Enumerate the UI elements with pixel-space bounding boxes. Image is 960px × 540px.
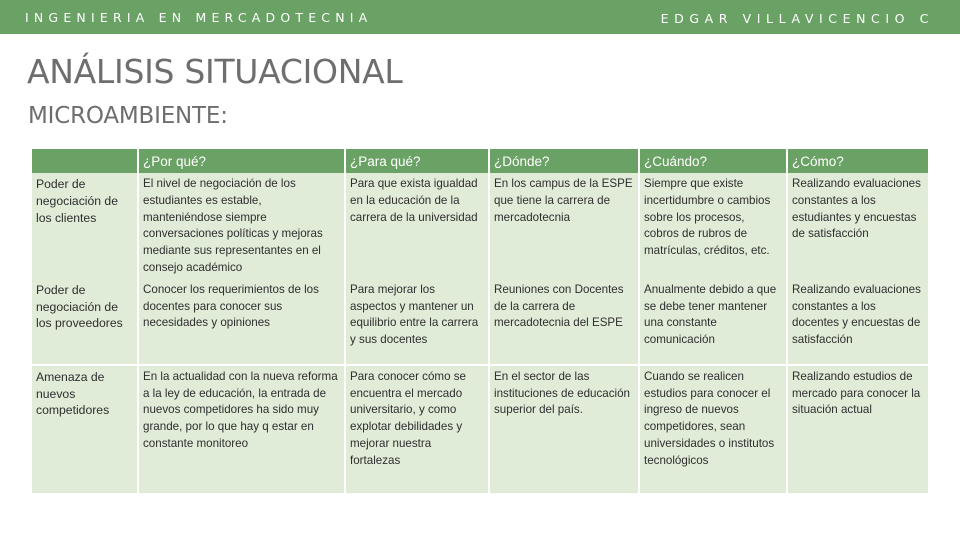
cell-por-que: En la actualidad con la nueva reforma a la ley de educación, la entrada de nuevos competidores ha sido muy grande, por lo que hay q estar en constante monitoreo [138,365,345,493]
header-cell-donde: ¿Dónde? [489,149,639,173]
header-cell-empty [32,149,138,173]
page-title: ANÁLISIS SITUACIONAL [27,52,403,91]
header-cell-para-que: ¿Para qué? [345,149,489,173]
cell-cuando: Siempre que existe incertidumbre o cambios sobre los procesos, cobros de rubros de matrículas, créditos, etc. [639,173,787,279]
cell-para-que: Para conocer cómo se encuentra el mercado universitario, y como explotar debilidades y mejorar nuestra fortalezas [345,365,489,493]
row-label: Amenaza de nuevos competidores [32,365,138,493]
cell-por-que: Conocer los requerimientos de los docentes para conocer sus necesidades y opiniones [138,279,345,365]
table-header-row [32,149,928,173]
table-row [32,365,928,493]
cell-como: Realizando estudios de mercado para conocer la situación actual [787,365,928,493]
cell-por-que: El nivel de negociación de los estudiantes es estable, manteniéndose siempre conversaciones políticas y mejoras mediante sus representantes en el consejo académico [138,173,345,279]
row-label: Poder de negociación de los proveedores [32,279,138,365]
cell-como: Realizando evaluaciones constantes a los estudiantes y encuestas de satisfacción [787,173,928,279]
cell-cuando: Cuando se realicen estudios para conocer el ingreso de nuevos competidores, sean universidades o institutos tecnológicos [639,365,787,493]
header-course-name: INGENIERIA EN MERCADOTECNIA [25,10,373,25]
cell-donde: En el sector de las instituciones de educación superior del país. [489,365,639,493]
row-label: Poder de negociación de los clientes [32,173,138,279]
cell-como: Realizando evaluaciones constantes a los docentes y encuestas de satisfacción [787,279,928,365]
cell-cuando: Anualmente debido a que se debe tener mantener una constante comunicación [639,279,787,365]
header-cell-cuando: ¿Cuándo? [639,149,787,173]
table-row [32,173,928,279]
table-row [32,279,928,365]
page-subtitle: MICROAMBIENTE: [28,103,228,129]
cell-para-que: Para mejorar los aspectos y mantener un equilibrio entre la carrera y sus docentes [345,279,489,365]
header-author-name: EDGAR VILLAVICENCIO C [660,11,934,26]
header-bar [0,0,960,34]
cell-donde: En los campus de la ESPE que tiene la carrera de mercadotecnia [489,173,639,279]
header-cell-como: ¿Cómo? [787,149,928,173]
analysis-table [32,149,928,493]
cell-donde: Reuniones con Docentes de la carrera de mercadotecnia del ESPE [489,279,639,365]
cell-para-que: Para que exista igualdad en la educación de la carrera de la universidad [345,173,489,279]
header-cell-por-que: ¿Por qué? [138,149,345,173]
